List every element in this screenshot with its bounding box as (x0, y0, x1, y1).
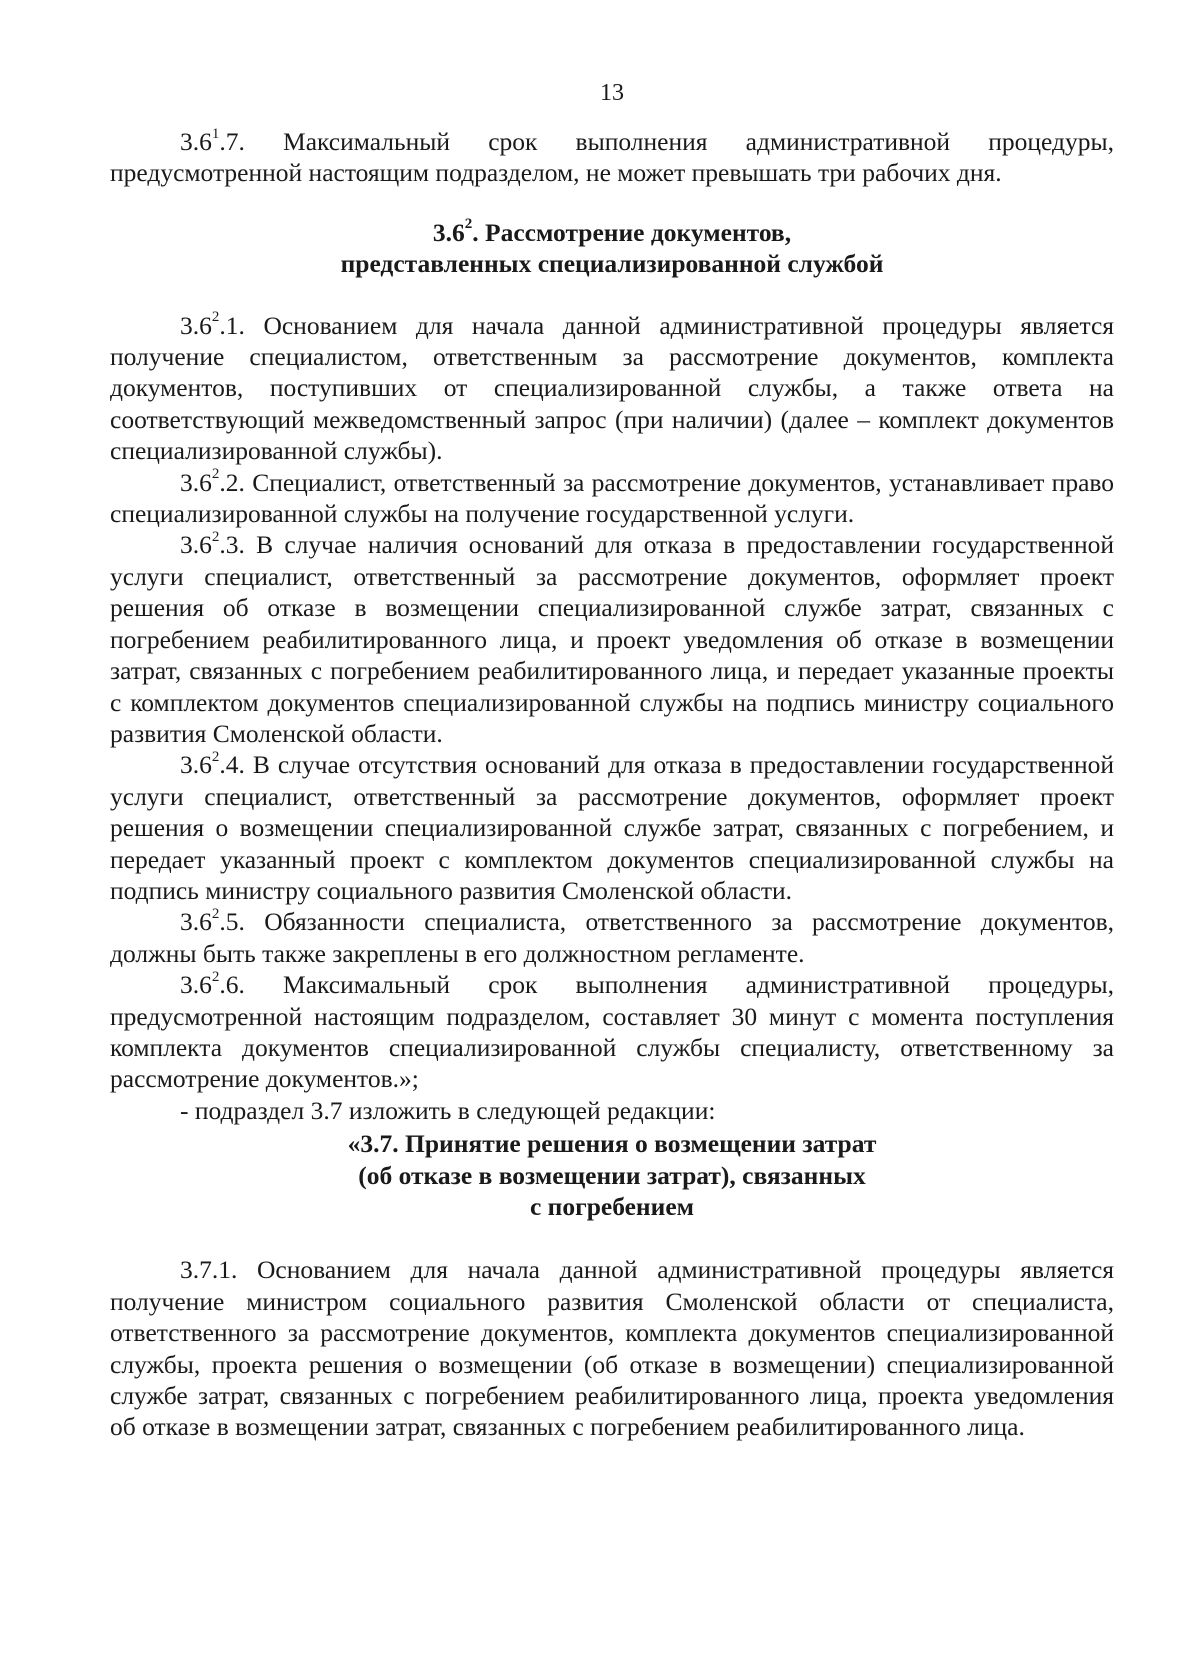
amendment-line: - подраздел 3.7 изложить в следующей редакции: (180, 1095, 716, 1125)
paragraph-3-6-2-4 (110, 749, 1114, 906)
superscript: 2 (211, 309, 220, 326)
paragraph-text: .2. Специалист, ответственный за рассмотрение документов, устанавливает право специализированной службы на получение государственной услуги. (110, 467, 1114, 529)
heading-line (110, 217, 1114, 248)
superscript: 2 (211, 968, 220, 985)
paragraph-3-6-2-3 (110, 529, 1114, 749)
heading-line: «3.7. Принятие решения о возмещении затрат (347, 1129, 877, 1159)
heading-line: представленных специализированной службой (340, 249, 884, 279)
superscript: 1 (211, 125, 220, 142)
paragraph-number: 3.6 (180, 310, 212, 340)
paragraph-number: 3.6 (180, 907, 212, 937)
paragraph-text: .3. В случае наличия оснований для отказа в предоставлении государственной услуги специалист, ответственный за рассмотрение документов, оформляет проект решения об отказе в возмещении специализированной службе затрат, связанных с погребением реабилитированного лица, и проект уведомления об отказе в возмещении затрат, связанных с погребением реабилитированного лица, и передает указанные проекты с комплектом документов специализированной службы на подпись министру социального развития Смоленской области. (110, 530, 1114, 748)
paragraph-number: 3.6 (180, 467, 212, 497)
superscript: 2 (211, 466, 220, 483)
heading-line: с погребением (529, 1192, 695, 1221)
section-heading-3-7 (110, 1128, 1114, 1222)
paragraph-3-6-2-5 (110, 906, 1114, 969)
superscript: 2 (211, 905, 220, 922)
superscript: 2 (211, 528, 220, 545)
heading-number: 3.6 (432, 217, 465, 247)
paragraph-text: .7. Максимальный срок выполнения административной процедуры, предусмотренной настоящим подразделом, не может превышать три рабочих дня. (110, 127, 1114, 188)
paragraph-number: 3.6 (180, 530, 212, 560)
paragraph-number: 3.6 (180, 970, 212, 1000)
paragraph-text: .5. Обязанности специалиста, ответственного за рассмотрение документов, должны быть также закреплены в его должностном регламенте. (110, 907, 1114, 968)
paragraph-3-7-1: 3.7.1. Основанием для начала данной административной процедуры является получение министром социального развития Смоленской области от специалиста, ответственного за рассмотрение документов, комплекта документов специализированной службы, проекта решения о возмещении (об отказе в возмещении) специализированной службе затрат, связанных с погребением реабилитированного лица, проекта уведомления об отказе в возмещении затрат, связанных с погребением реабилитированного лица. (110, 1255, 1114, 1442)
heading-text: . Рассмотрение документов, (472, 217, 792, 247)
paragraph-3-6-2-1 (110, 310, 1114, 467)
paragraph-number: 3.6 (180, 750, 212, 780)
superscript: 2 (464, 216, 473, 233)
paragraph-text: .4. В случае отсутствия оснований для отказа в предоставлении государственной услуги специалист, ответственный за рассмотрение документов, оформляет проект решения о возмещении специализированной службе затрат, связанных с погребением, и передает указанный проект с комплектом документов специализированной службы на подпись министру социального развития Смоленской области. (110, 750, 1114, 905)
paragraph-number: 3.6 (180, 127, 212, 156)
heading-line: (об отказе в возмещении затрат), связанных (358, 1160, 866, 1190)
paragraph-text: .6. Максимальный срок выполнения административной процедуры, предусмотренной настоящим подразделом, составляет 30 минут с момента поступления комплекта документов специализированной службы специалисту, ответственному за рассмотрение документов.»; (110, 970, 1114, 1094)
section-heading-3-6-2 (110, 217, 1114, 280)
paragraph-3-6-2-2 (110, 467, 1114, 530)
page-number: 13 (600, 80, 624, 106)
paragraph-text: .1. Основанием для начала данной административной процедуры является получение специалистом, ответственным за рассмотрение документов, комплекта документов, поступивших от специализированной службы, а также ответа на соответствующий межведомственный запрос (при наличии) (далее – комплект документов специализированной службы). (110, 310, 1114, 466)
superscript: 2 (211, 748, 220, 765)
paragraph-3-6-2-6 (110, 969, 1114, 1095)
paragraph-3-6-1-7 (110, 126, 1114, 189)
